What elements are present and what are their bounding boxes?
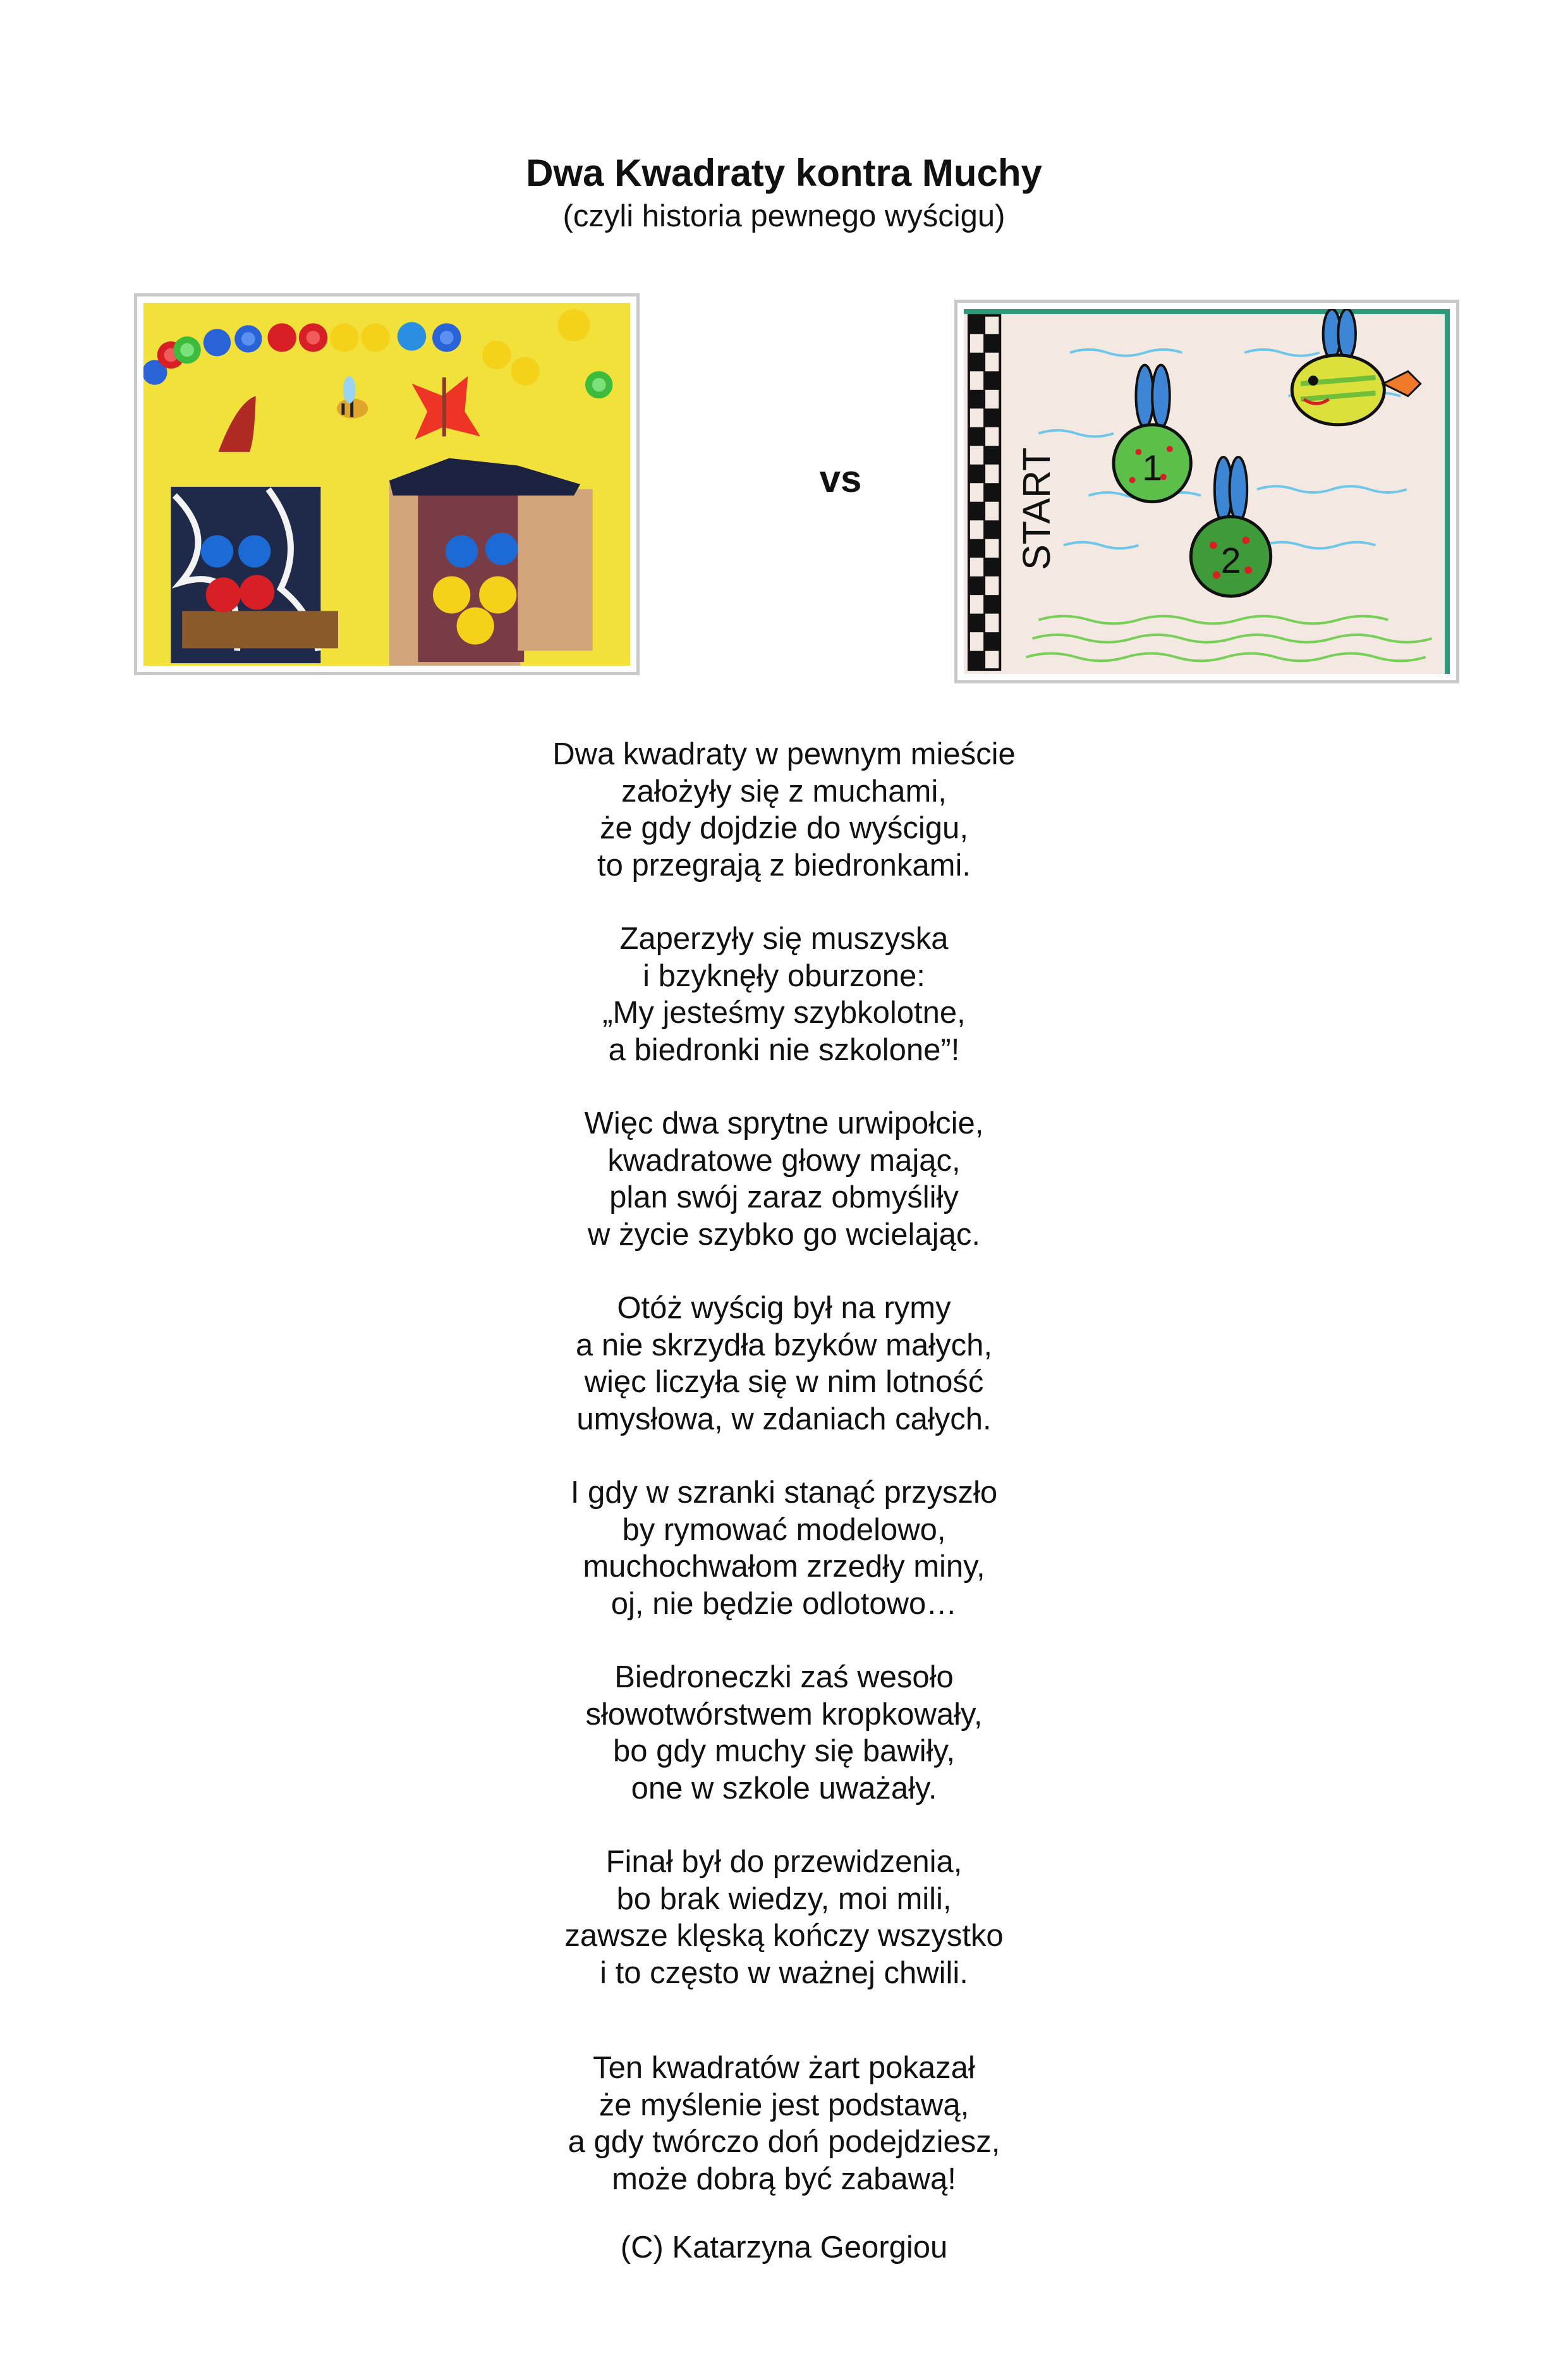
poem-line: bo gdy muchy się bawiły,: [612, 1734, 956, 1768]
poem-line: bo brak wiedzy, moi mili,: [616, 1881, 952, 1916]
poem-line: plan swój zaraz obmyśliły: [609, 1180, 959, 1214]
poem-line: oj, nie będzie odlotowo…: [611, 1586, 957, 1621]
collage-photo: [134, 293, 640, 675]
poem-stanza: [0, 1474, 1568, 1622]
poem-line: kwadratowe głowy mając,: [607, 1143, 961, 1178]
page-subtitle: (czyli historia pewnego wyścigu): [562, 199, 1006, 233]
poem-line: I gdy w szranki stanąć przyszło: [570, 1476, 998, 1510]
poem-line: może dobrą być zabawą!: [612, 2161, 956, 2196]
poem-line: Więc dwa sprytne urwipołcie,: [584, 1106, 984, 1140]
poem-line: Finał był do przewidzenia,: [605, 1845, 963, 1879]
poem-line: w życie szybko go wcielając.: [588, 1217, 980, 1252]
right-square-character: [389, 458, 593, 666]
poem-line: więc liczyła się w nim lotność: [584, 1365, 984, 1399]
poem-line: by rymować modelowo,: [622, 1512, 946, 1547]
poem-line: a gdy twórczo doń podejdziesz,: [568, 2125, 1000, 2159]
poem-stanza: [0, 920, 1568, 1068]
poem-line: że gdy dojdzie do wyścigu,: [600, 811, 968, 845]
poem-line: Ten kwadratów żart pokazał: [593, 2051, 975, 2085]
poem-line: Otóż wyścig był na rymy: [617, 1291, 951, 1325]
poem-stanza: [0, 736, 1568, 884]
drawing-image: [964, 309, 1450, 674]
collage-image: [143, 303, 630, 666]
poem-stanza: [0, 1659, 1568, 1807]
poem-line: „My jesteśmy szybkolotne,: [602, 996, 966, 1030]
poem-line: i bzyknęły oburzone:: [643, 958, 925, 993]
poem-line: że myślenie jest podstawą,: [599, 2087, 969, 2122]
poem-stanza: [0, 1290, 1568, 1438]
start-label: START: [1015, 447, 1059, 570]
fly-2-number: 2: [1220, 540, 1241, 581]
poem-line: Biedroneczki zaś wesoło: [614, 1660, 954, 1694]
poem-line: muchochwałom zrzedły miny,: [583, 1549, 985, 1584]
poem-stanza: [0, 1105, 1568, 1253]
poem-line: założyły się z muchami,: [621, 774, 947, 809]
copyright-note: (C) Katarzyna Georgiou: [620, 2230, 948, 2264]
poem-line: a biedronki nie szkolone”!: [608, 1032, 960, 1067]
drawing-photo: [954, 300, 1459, 683]
poem-line: to przegrają z biedronkami.: [597, 848, 971, 883]
poem-stanza: [0, 2050, 1568, 2197]
poem-line: słowotwórstwem kropkowały,: [585, 1697, 983, 1732]
poem-line: zawsze klęską kończy wszystko: [564, 1919, 1004, 1953]
page-title: Dwa Kwadraty kontra Muchy: [526, 152, 1042, 194]
poem-line: Zaperzyły się muszyska: [619, 922, 949, 956]
poem-line: i to często w ważnej chwili.: [600, 1955, 968, 1990]
poem-line: umysłowa, w zdaniach całych.: [576, 1402, 992, 1436]
poem-line: a nie skrzydła bzyków małych,: [575, 1328, 992, 1362]
poem-line: one w szkole uważały.: [631, 1771, 937, 1806]
fly-1-number: 1: [1142, 448, 1163, 489]
poem: [0, 736, 1568, 2234]
poem-line: Dwa kwadraty w pewnym mieście: [552, 737, 1016, 771]
versus-label: vs: [819, 458, 862, 500]
poem-stanza: [0, 1843, 1568, 1991]
